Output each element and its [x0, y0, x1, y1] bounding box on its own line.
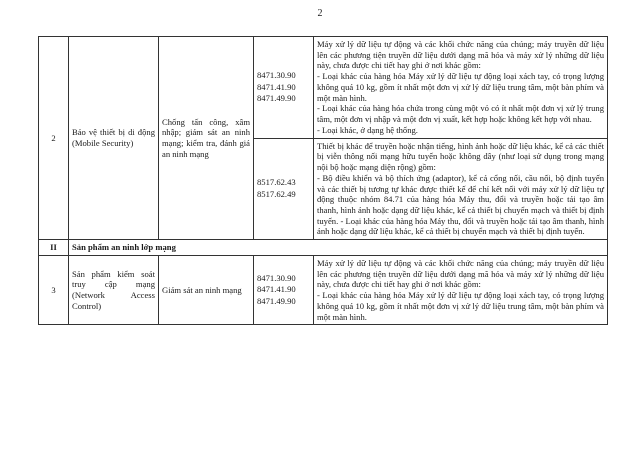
hs-code: 8471.30.90	[257, 69, 296, 80]
goods-description	[314, 37, 608, 139]
row-number: 3	[39, 255, 69, 324]
description-paragraph: - Loại khác của hàng hóa Máy xử lý dữ liệu tự động loại xách tay, có trọng lượng không quá 10 kg, gồm ít nhất một đơn vị xử lý dữ liệu trung tâm, một bàn phím và một màn hình.	[317, 290, 604, 322]
description-paragraph: - Loại khác của hàng hóa chứa trong cùng một vỏ có ít nhất một đơn vị xử lý trung tâm, một đơn vị nhập và một đơn vị xuất, kết hợp hoặc không kết hợp với nhau.	[317, 103, 604, 125]
hs-code-list	[254, 138, 314, 240]
product-function: Chống tấn công, xâm nhập; giám sát an ninh mạng; kiểm tra, đánh giá an ninh mạng	[159, 37, 254, 240]
hs-code: 8517.62.43	[257, 177, 296, 188]
description-paragraph: Máy xử lý dữ liệu tự động và các khối chức năng của chúng; máy truyền dữ liệu lên các phương tiện truyền dữ liệu dưới dạng mã hóa và máy xử lý những dữ liệu này, chưa được chi tiết hay ghi ở nơi khác gồm:	[317, 39, 604, 71]
product-function: Giám sát an ninh mạng	[159, 255, 254, 324]
table-row	[39, 37, 608, 139]
hs-code: 8517.62.49	[257, 188, 296, 199]
goods-description	[314, 255, 608, 324]
description-paragraph: - Loại khác của hàng hóa Máy xử lý dữ liệu tự động loại xách tay, có trọng lượng không quá 10 kg, gồm ít nhất một đơn vị xử lý dữ liệu trung tâm, một bàn phím và một màn hình.	[317, 71, 604, 103]
product-table	[38, 36, 608, 325]
hs-code: 8471.49.90	[257, 93, 296, 104]
hs-code: 8471.30.90	[257, 272, 296, 283]
hs-code: 8471.41.90	[257, 81, 296, 92]
description-paragraph: Thiết bị khác để truyền hoặc nhận tiếng, hình ảnh hoặc dữ liệu khác, kể cả các thiết bị viễn thông nối mạng hữu tuyến hoặc không dây (như loại sử dụng trong mạng nội bộ hoặc mạng diện rộng) gồm:	[317, 140, 604, 173]
section-heading-row	[39, 240, 608, 256]
table-row	[39, 255, 608, 324]
hs-code-list	[254, 37, 314, 139]
section-number: II	[39, 240, 69, 256]
row-number: 2	[39, 37, 69, 240]
hs-code-list	[254, 255, 314, 324]
description-paragraph: - Bộ điều khiển và bộ thích ứng (adaptor), kể cả cổng nối, cầu nối, bộ định tuyến và các thiết bị tương tự khác được thiết kế để chỉ kết nối với máy xử lý dữ liệu tự động thuộc nhóm 84.71 của hàng hóa Máy thu, đổi và truyền hoặc tái tạo âm thanh, hình ảnh hoặc dạng dữ liệu khác, kể cả thiết bị chuyển mạch và thiết bị định tuyến. - Loại khác của hàng hóa Máy thu, đổi và truyền hoặc tái tạo âm thanh, hình ảnh hoặc dạng dữ liệu khác, kể cả thiết bị chuyển mạch và thiết bị định tuyến.	[317, 172, 604, 237]
section-title: Sản phẩm an ninh lớp mạng	[69, 240, 608, 256]
product-name: Sản phẩm kiểm soát truy cập mạng (Network Access Control)	[69, 255, 159, 324]
goods-description	[314, 138, 608, 240]
page-number: 2	[317, 8, 323, 19]
hs-code: 8471.41.90	[257, 284, 296, 295]
product-name: Bảo vệ thiết bị di động (Mobile Security)	[69, 37, 159, 240]
hs-code: 8471.49.90	[257, 295, 296, 306]
description-paragraph: Máy xử lý dữ liệu tự động và các khối chức năng của chúng; máy truyền dữ liệu lên các phương tiện truyền dữ liệu dưới dạng mã hóa và máy xử lý những dữ liệu này, chưa được chi tiết hay ghi ở nơi khác gồm:	[317, 257, 604, 290]
description-paragraph: - Loại khác, ở dạng hệ thống.	[317, 124, 418, 135]
